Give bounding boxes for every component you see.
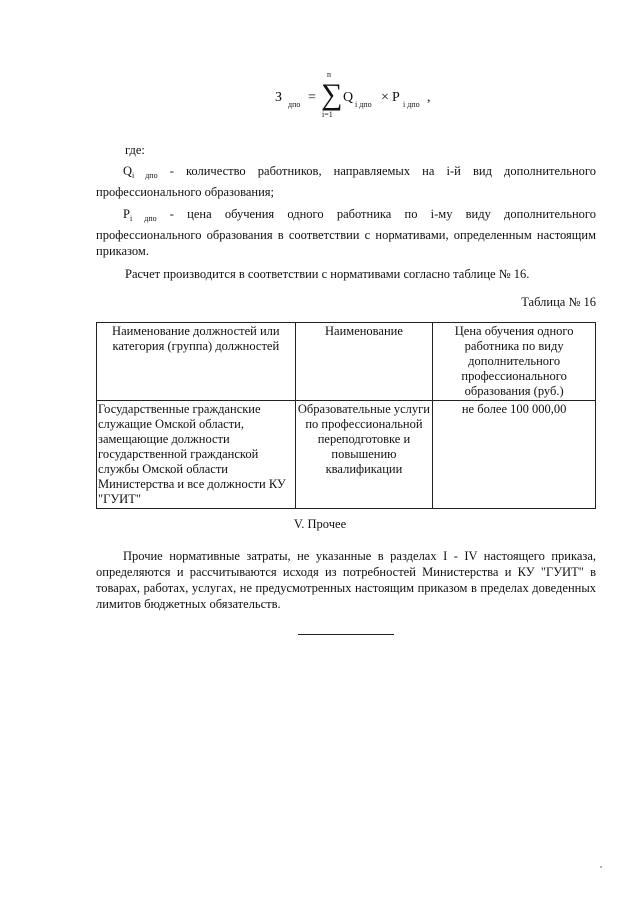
closing-rule <box>298 634 394 635</box>
definition-q-text: - количество работников, направляемых на i-й вид дополнительного профессионального образования; <box>96 164 596 199</box>
norms-table <box>96 322 596 509</box>
formula-tail: , <box>427 90 431 105</box>
table-header-row <box>97 323 596 401</box>
definition-p-sub: i дпо <box>129 214 157 223</box>
formula-sum-symbol: ∑ <box>321 78 343 111</box>
formula-p-sub: i дпо <box>403 100 420 109</box>
table-cell-price: не более 100 000,00 <box>433 401 596 509</box>
formula-equals: = <box>308 90 316 105</box>
definition-q <box>96 163 596 200</box>
table-cell-positions: Государственные гражданские служащие Омской области, замещающие должности государственной гражданской службы Омской области Министерства и все должности КУ "ГУИТ" <box>97 401 296 509</box>
formula-q-sub: i дпо <box>355 100 372 109</box>
definition-p-text: - цена обучения одного работника по i-му виду дополнительного профессионального образования в соответствии с нормативами, определенным настоящим приказом. <box>96 207 597 258</box>
definition-p-symbol: P <box>123 207 130 221</box>
table-header-price: Цена обучения одного работника по виду дополнительного профессионального образования (руб.) <box>433 323 596 401</box>
table-row <box>97 401 596 509</box>
section-title: V. Прочее <box>293 517 347 531</box>
formula-sum-lower: i=1 <box>322 110 333 119</box>
formula-sum-upper: n <box>327 70 331 79</box>
table-header-positions: Наименование должностей или категория (группа) должностей <box>97 323 296 401</box>
other-costs-paragraph: Прочие нормативные затраты, не указанные в разделах I - IV настоящего приказа, определяются и рассчитываются исходя из потребностей Министерства и КУ "ГУИТ" в товарах, работах, услугах, не предусмотренных настоящим приказом в пределах доведенных лимитов бюджетных обязательств. <box>96 549 596 611</box>
formula-p: P <box>392 90 400 105</box>
definition-q-symbol: Q <box>123 164 133 178</box>
formula-q: Q <box>343 90 354 105</box>
calculation-note: Расчет производится в соответствии с нормативами согласно таблице № 16. <box>125 267 530 281</box>
scan-dot <box>600 866 602 868</box>
definition-q-sub: i дпо <box>132 171 158 180</box>
table-cell-name: Образовательные услуги по профессиональной переподготовке и повышению квалификации <box>295 401 433 509</box>
table-header-name: Наименование <box>295 323 433 401</box>
definition-p <box>96 206 596 259</box>
formula-lhs: З <box>275 90 283 105</box>
cost-formula <box>275 70 455 130</box>
formula-lhs-sub: дпо <box>288 100 301 109</box>
where-label: где: <box>125 143 145 157</box>
formula-times: × <box>381 90 389 105</box>
table-label: Таблица № 16 <box>521 295 596 309</box>
